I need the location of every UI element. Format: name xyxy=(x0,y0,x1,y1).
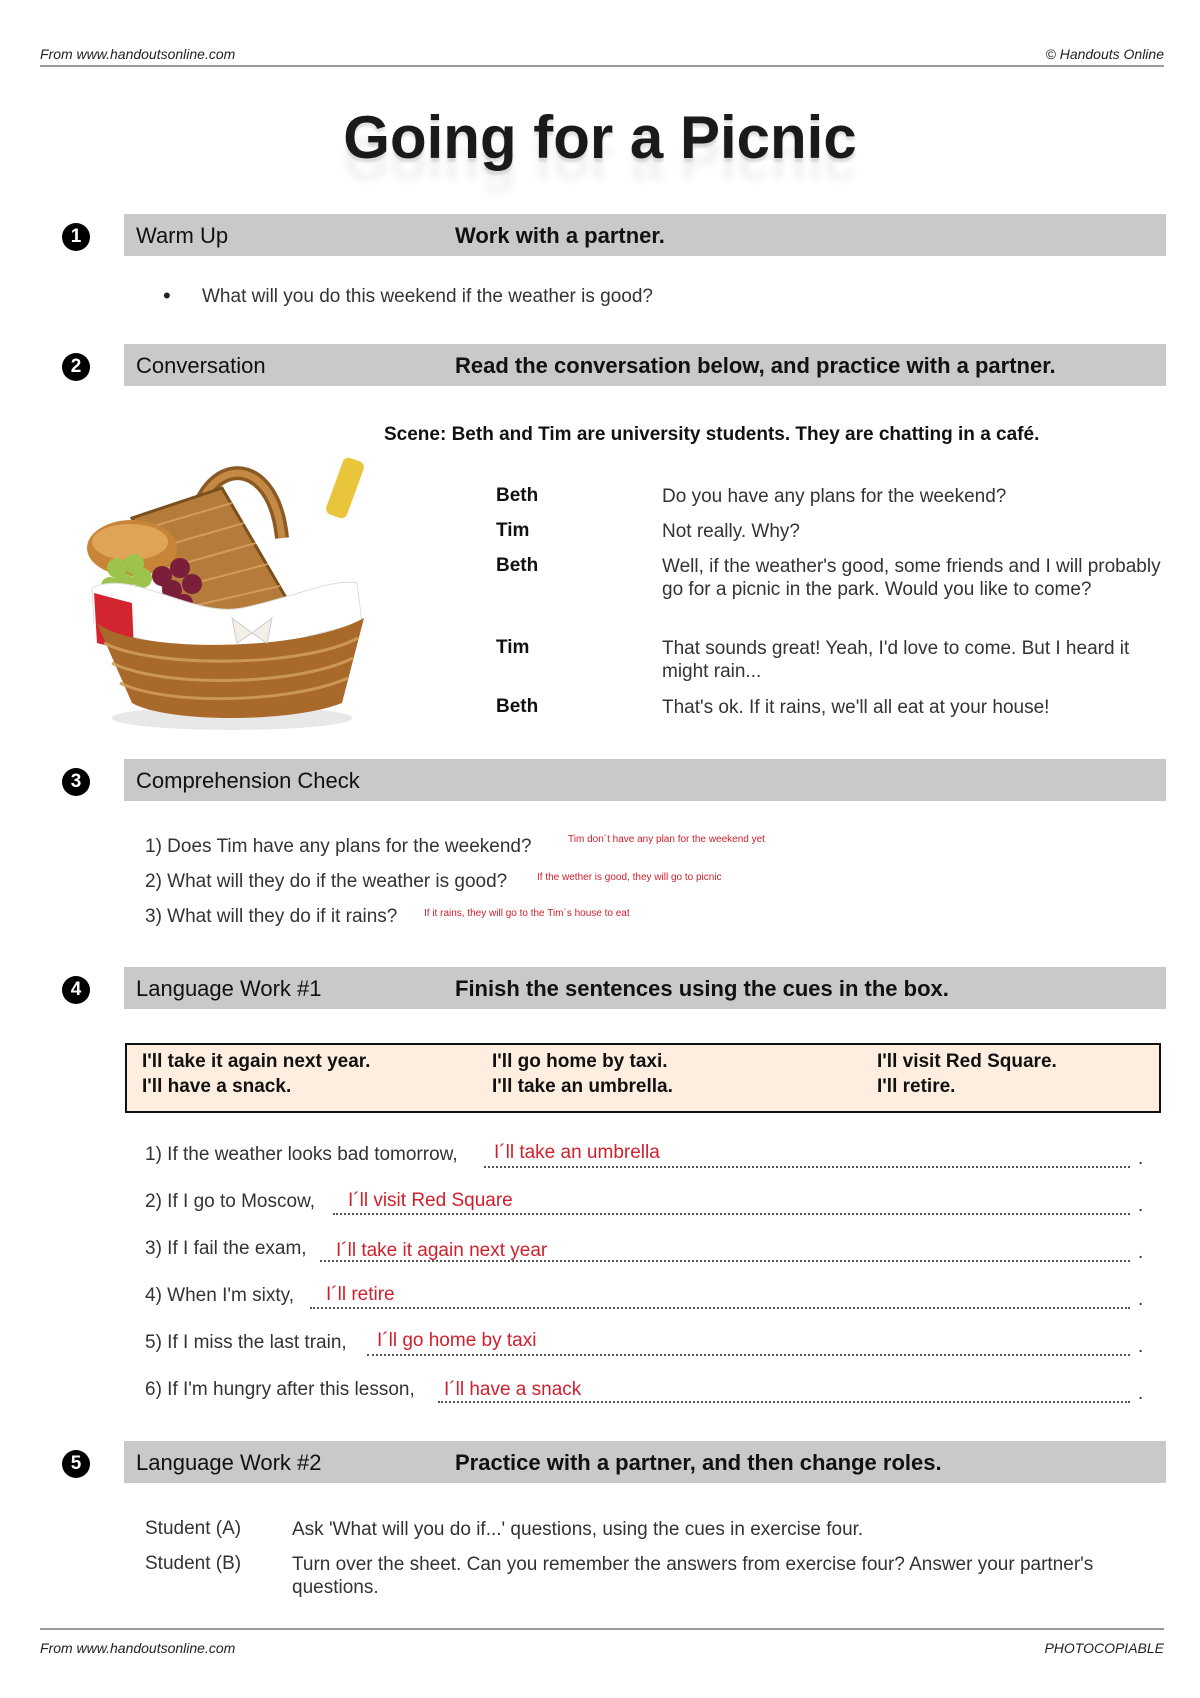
fill-period: . xyxy=(1138,1336,1144,1357)
section-instruction: Practice with a partner, and then change roles. xyxy=(455,1450,942,1475)
cue-item: I'll visit Red Square. xyxy=(877,1051,1057,1072)
comprehension-question: 1) Does Tim have any plans for the weekend? xyxy=(145,836,532,857)
fill-prompt: 2) If I go to Moscow, xyxy=(145,1191,316,1212)
speaker-name: Tim xyxy=(496,637,530,658)
comprehension-question: 2) What will they do if the weather is good? xyxy=(145,871,508,892)
picnic-basket-image xyxy=(72,418,392,738)
section-instruction: Work with a partner. xyxy=(455,223,665,248)
dialogue-line: Well, if the weather's good, some friends and I will probably go for a picnic in the park. Would you like to come? xyxy=(662,556,1161,600)
comprehension-answer: If it rains, they will go to the Tim´s house to eat xyxy=(424,908,630,919)
header-rule xyxy=(40,65,1164,67)
page-title: Going for a Picnic xyxy=(343,104,857,171)
section-instruction: Finish the sentences using the cues in the box. xyxy=(455,976,949,1001)
dialogue-line: Not really. Why? xyxy=(662,521,800,542)
footer-photocopiable: PHOTOCOPIABLE xyxy=(1044,1640,1164,1656)
fill-answer: I´ll go home by taxi xyxy=(377,1330,537,1351)
section-bar-warm-up xyxy=(124,214,1166,256)
student-role: Student (A) xyxy=(145,1518,242,1539)
fill-period: . xyxy=(1138,1383,1144,1404)
conversation-scene: Scene: Beth and Tim are university students. They are chatting in a café. xyxy=(384,424,1040,445)
fill-prompt: 4) When I'm sixty, xyxy=(145,1285,294,1306)
cue-box xyxy=(125,1043,1161,1113)
answer-line xyxy=(484,1166,1130,1168)
cue-item: I'll have a snack. xyxy=(142,1076,292,1097)
header-source: From www.handoutsonline.com xyxy=(40,46,236,62)
fill-answer: I´ll take an umbrella xyxy=(494,1142,660,1163)
section-bar-language-work-1 xyxy=(124,967,1166,1009)
speaker-name: Beth xyxy=(496,555,539,576)
answer-line xyxy=(438,1401,1130,1403)
header-copyright: © Handouts Online xyxy=(1045,46,1164,62)
student-role: Student (B) xyxy=(145,1553,242,1574)
section-instruction: Read the conversation below, and practice with a partner. xyxy=(455,353,1056,378)
comprehension-answer: If the wether is good, they will go to picnic xyxy=(537,872,722,883)
fill-prompt: 3) If I fail the exam, xyxy=(145,1238,307,1259)
answer-line xyxy=(367,1354,1130,1356)
section-number-4: 4 xyxy=(62,976,90,1004)
student-task: Turn over the sheet. Can you remember the answers from exercise four? Answer your partner's questions. xyxy=(292,1554,1094,1598)
answer-line xyxy=(310,1307,1130,1309)
fill-answer: I´ll have a snack xyxy=(444,1379,582,1400)
section-label: Comprehension Check xyxy=(136,768,360,793)
dialogue-line: That sounds great! Yeah, I'd love to come. But I heard it might rain... xyxy=(662,638,1130,682)
section-number-1: 1 xyxy=(62,223,90,251)
comprehension-question: 3) What will they do if it rains? xyxy=(145,906,398,927)
dialogue-line: Do you have any plans for the weekend? xyxy=(662,486,1007,507)
cue-item: I'll go home by taxi. xyxy=(492,1051,668,1072)
fill-period: . xyxy=(1138,1242,1144,1263)
section-bar-conversation xyxy=(124,344,1166,386)
cue-item: I'll retire. xyxy=(877,1076,956,1097)
footer-source: From www.handoutsonline.com xyxy=(40,1640,236,1656)
section-label: Warm Up xyxy=(136,223,229,248)
section-number-3: 3 xyxy=(62,768,90,796)
bullet-icon: • xyxy=(163,283,171,308)
fill-answer: I´ll visit Red Square xyxy=(348,1190,513,1211)
section-label: Language Work #1 xyxy=(136,976,322,1001)
fill-answer: I´ll take it again next year xyxy=(336,1240,548,1261)
speaker-name: Beth xyxy=(496,485,539,506)
cue-item: I'll take it again next year. xyxy=(142,1051,371,1072)
fill-period: . xyxy=(1138,1148,1144,1169)
speaker-name: Beth xyxy=(496,696,539,717)
fill-answer: I´ll retire xyxy=(326,1284,395,1305)
fill-prompt: 6) If I'm hungry after this lesson, xyxy=(145,1379,415,1400)
warmup-question: What will you do this weekend if the weather is good? xyxy=(202,286,653,307)
footer-rule xyxy=(40,1628,1164,1630)
section-number-2: 2 xyxy=(62,353,90,381)
comprehension-answer: Tim don´t have any plan for the weekend yet xyxy=(568,834,765,845)
answer-line xyxy=(333,1213,1130,1215)
section-label: Conversation xyxy=(136,353,266,378)
speaker-name: Tim xyxy=(496,520,530,541)
student-task: Ask 'What will you do if...' questions, using the cues in exercise four. xyxy=(292,1519,864,1540)
fill-period: . xyxy=(1138,1289,1144,1310)
section-number-5: 5 xyxy=(62,1450,90,1478)
fill-prompt: 5) If I miss the last train, xyxy=(145,1332,347,1353)
dialogue-line: That's ok. If it rains, we'll all eat at your house! xyxy=(662,697,1050,718)
cue-item: I'll take an umbrella. xyxy=(492,1076,673,1097)
section-label: Language Work #2 xyxy=(136,1450,322,1475)
fill-period: . xyxy=(1138,1195,1144,1216)
section-bar-comprehension xyxy=(124,759,1166,801)
fill-prompt: 1) If the weather looks bad tomorrow, xyxy=(145,1144,458,1165)
section-bar-language-work-2 xyxy=(124,1441,1166,1483)
